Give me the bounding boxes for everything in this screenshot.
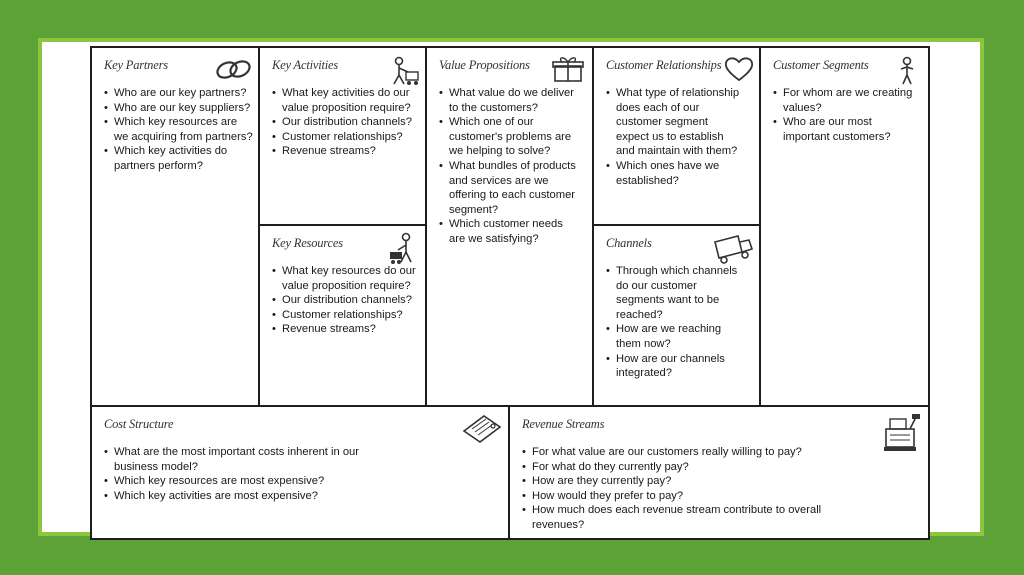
key-resources-title: Key Resources <box>272 236 343 250</box>
revenue-streams-question: • How are they currently pay? <box>522 474 852 489</box>
customer-relationships-question: • What type of relationship does each of our customer segment expect us to establish and maintain with them? <box>606 86 742 159</box>
channels-questions <box>606 264 738 381</box>
value-propositions-block <box>427 48 594 407</box>
revenue-streams-question: • How much does each revenue stream contribute to overall revenues? <box>522 503 852 532</box>
key-activities-block <box>260 48 427 226</box>
channels-question: • Through which channels do our customer segments want to be reached? <box>606 264 738 322</box>
chain-link-icon <box>214 56 254 84</box>
key-partners-question: • Who are our key suppliers? <box>104 101 254 116</box>
heart-icon <box>724 56 754 82</box>
key-partners-title: Key Partners <box>104 58 168 72</box>
key-partners-question: • Who are our key partners? <box>104 86 254 101</box>
value-propositions-question: • Which one of our customer's problems are we helping to solve? <box>439 115 581 159</box>
customer-relationships-block <box>594 48 761 226</box>
customer-segments-block <box>761 48 928 407</box>
person-icon <box>897 56 917 86</box>
value-propositions-question: • Which customer needs are we satisfying? <box>439 217 581 246</box>
customer-segments-question: • Who are our most important customers? <box>773 115 913 144</box>
value-propositions-question: • What bundles of products and services are we offering to each customer segment? <box>439 159 581 217</box>
key-partners-block <box>92 48 260 407</box>
factory-worker-icon <box>388 232 420 266</box>
channels-title: Channels <box>606 236 652 250</box>
key-resources-question: • What key resources do our value proposition require? <box>272 264 420 293</box>
cost-structure-question: • Which key activities are most expensive? <box>104 489 404 504</box>
key-activities-question: • Customer relationships? <box>272 130 420 145</box>
revenue-streams-title: Revenue Streams <box>522 417 605 431</box>
value-propositions-questions <box>439 86 581 247</box>
cost-structure-block <box>92 407 510 538</box>
key-resources-block <box>260 226 427 407</box>
revenue-streams-question: • For what do they currently pay? <box>522 460 852 475</box>
revenue-streams-question: • For what value are our customers really willing to pay? <box>522 445 852 460</box>
revenue-streams-question: • How would they prefer to pay? <box>522 489 852 504</box>
cash-register-icon <box>882 413 922 453</box>
cost-structure-questions <box>104 445 404 503</box>
key-activities-question: • What key activities do our value proposition require? <box>272 86 420 115</box>
key-partners-question: • Which key resources are we acquiring from partners? <box>104 115 254 144</box>
key-resources-question: • Our distribution channels? <box>272 293 420 308</box>
key-activities-question: • Revenue streams? <box>272 144 420 159</box>
customer-segments-title: Customer Segments <box>773 58 869 72</box>
price-tag-icon <box>460 413 504 445</box>
key-activities-question: • Our distribution channels? <box>272 115 420 130</box>
revenue-streams-questions <box>522 445 852 533</box>
customer-relationships-title: Customer Relationships <box>606 58 722 72</box>
key-partners-question: • Which key activities do partners perform? <box>104 144 254 173</box>
customer-relationships-questions <box>606 86 742 188</box>
revenue-streams-block <box>510 407 928 538</box>
cost-structure-question: • Which key resources are most expensive? <box>104 474 404 489</box>
value-propositions-title: Value Propositions <box>439 58 530 72</box>
cost-structure-question: • What are the most important costs inherent in our business model? <box>104 445 404 474</box>
key-partners-questions <box>104 86 254 174</box>
channels-question: • How are our channels integrated? <box>606 352 738 381</box>
key-activities-title: Key Activities <box>272 58 339 72</box>
customer-segments-questions <box>773 86 913 144</box>
cost-structure-title: Cost Structure <box>104 417 174 431</box>
key-activities-questions <box>272 86 420 159</box>
key-resources-questions <box>272 264 420 337</box>
worker-icon <box>388 56 420 86</box>
gift-icon <box>551 54 585 84</box>
value-propositions-question: • What value do we deliver to the customers? <box>439 86 581 115</box>
channels-block <box>594 226 761 407</box>
delivery-truck-icon <box>712 232 756 266</box>
customer-segments-question: • For whom are we creating values? <box>773 86 913 115</box>
channels-question: • How are we reaching them now? <box>606 322 738 351</box>
business-model-canvas <box>90 46 930 540</box>
key-resources-question: • Revenue streams? <box>272 322 420 337</box>
customer-relationships-question: • Which ones have we established? <box>606 159 742 188</box>
key-resources-question: • Customer relationships? <box>272 308 420 323</box>
